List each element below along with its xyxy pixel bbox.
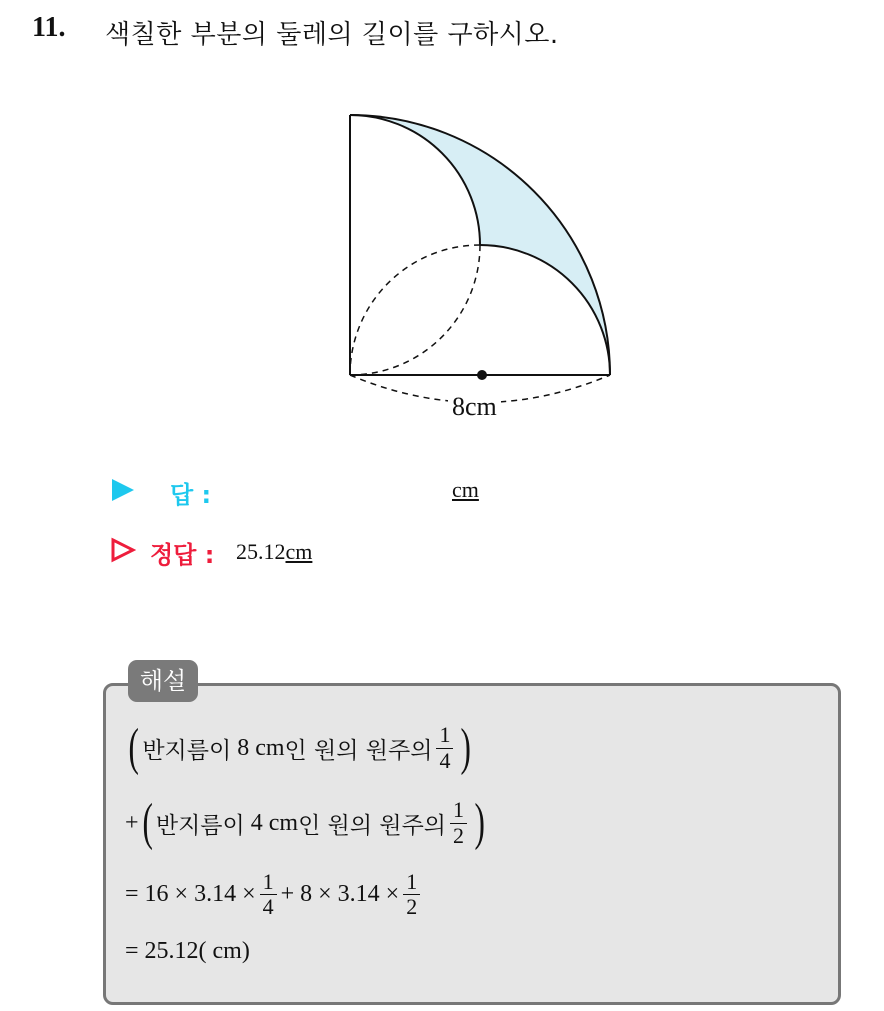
play-triangle-icon xyxy=(110,477,136,503)
line1-text-b: 인 원의 원주의 xyxy=(284,737,433,764)
line3-frac2-den: 2 xyxy=(406,894,418,920)
solution-line-2 xyxy=(125,794,488,851)
question-number: 11. xyxy=(32,12,66,43)
center-point xyxy=(477,370,487,380)
line2-frac-num: 1 xyxy=(450,798,467,823)
line3-fraction-2 xyxy=(403,870,420,919)
line2-prefix: + xyxy=(125,809,139,836)
dashed-arc-left xyxy=(350,245,480,375)
line1-text-a: 반지름이 xyxy=(142,737,232,764)
line1-frac-den: 4 xyxy=(439,747,451,773)
dimension-label: 8cm xyxy=(448,392,501,422)
right-paren: ) xyxy=(474,794,485,851)
outline-triangle-icon xyxy=(110,537,136,563)
line4-text: = 25.12( cm) xyxy=(125,938,250,964)
line2-value: 4 xyxy=(250,809,263,836)
line3-fraction-1 xyxy=(260,870,277,919)
answer-unit: cm xyxy=(452,477,479,502)
line2-text-a: 반지름이 xyxy=(155,812,245,839)
line2-fraction xyxy=(450,798,467,847)
line3-frac2-num: 1 xyxy=(403,870,420,895)
left-paren: ( xyxy=(128,719,139,776)
line3-frac1-num: 1 xyxy=(260,870,277,895)
left-paren: ( xyxy=(142,794,153,851)
line1-unit: cm xyxy=(255,734,285,761)
line1-fraction xyxy=(436,723,453,772)
small-arc-bottom xyxy=(480,245,610,375)
line3-expr-b: + 8 × 3.14 × xyxy=(280,881,400,908)
dashed-arc-right xyxy=(350,245,480,375)
solution-line-4 xyxy=(125,938,250,965)
line2-text-b: 인 원의 원주의 xyxy=(298,812,447,839)
solution-line-1 xyxy=(125,719,475,776)
answer-label: 답 : xyxy=(170,481,212,509)
solution-line-3 xyxy=(125,870,424,919)
solution-tag: 해설 xyxy=(128,660,198,702)
correct-unit: cm xyxy=(285,539,313,564)
correct-value: 25.12 xyxy=(236,539,286,564)
line3-frac1-den: 4 xyxy=(262,894,274,920)
line2-unit: cm xyxy=(268,809,299,836)
line3-expr-a: = 16 × 3.14 × xyxy=(125,881,256,908)
right-paren: ) xyxy=(460,719,472,776)
small-arc-top xyxy=(350,115,480,245)
line1-value: 8 xyxy=(237,734,250,761)
correct-answer-value xyxy=(236,539,312,565)
question-text: 색칠한 부분의 둘레의 길이를 구하시오. xyxy=(105,20,559,50)
correct-answer-label: 정답 : xyxy=(150,541,215,569)
geometry-figure xyxy=(330,95,640,425)
line1-frac-num: 1 xyxy=(436,723,453,748)
line2-frac-den: 2 xyxy=(453,822,465,848)
